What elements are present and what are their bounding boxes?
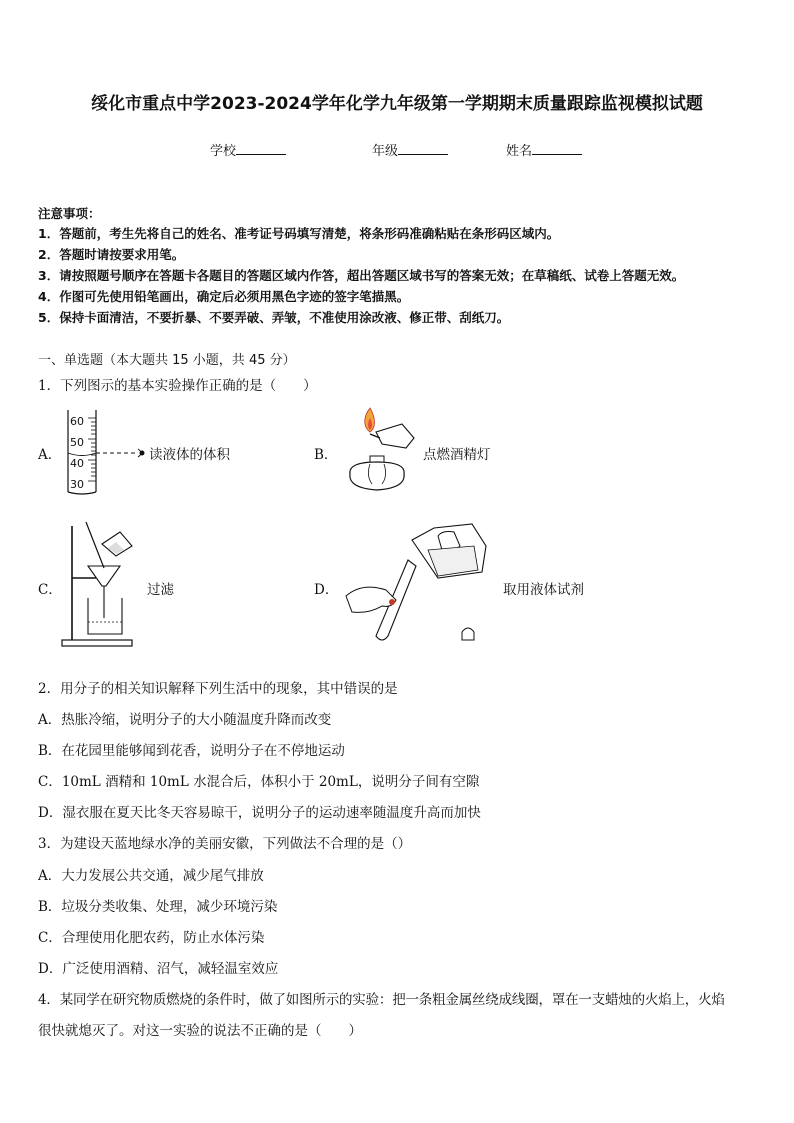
question-4-stem-line1: 4．某同学在研究物质燃烧的条件时，做了如图所示的实验：把一条粗金属丝绕成线圈，罩在一支蜡烛的火焰上，火焰 [38,992,725,1008]
q2-option: C．10mL 酒精和 10mL 水混合后，体积小于 20mL，说明分子间有空隙 [38,774,480,790]
school-blank [236,142,286,155]
q1-option-d-caption: 取用液体试剂 [503,582,584,598]
q1-option-b-caption: 点燃酒精灯 [423,447,491,463]
notice-item: 3．请按照题号顺序在答题卡各题目的答题区域内作答，超出答题区域书写的答案无效；在草稿纸、试卷上答题无效。 [38,268,685,283]
q1-option-c-caption: 过滤 [147,582,174,598]
q2-option: A．热胀冷缩，说明分子的大小随温度升降而改变 [38,712,332,728]
eye-icon [138,449,145,457]
name-label: 姓名 [506,144,533,159]
grade-blank [398,142,448,155]
page-title: 绥化市重点中学2023-2024学年化学九年级第一学期期末质量跟踪监视模拟试题 [91,94,703,114]
q1-option-a-caption: 读液体的体积 [149,447,230,463]
notice-item: 4．作图可先使用铅笔画出，确定后必须用黑色字迹的签字笔描黑。 [38,289,410,304]
q1-option-a-letter: A． [38,447,62,463]
scale-label: 50 [70,436,84,449]
question-3-stem: 3．为建设天蓝地绿水净的美丽安徽，下列做法不合理的是（） [38,836,412,852]
q3-option: A．大力发展公共交通，减少尾气排放 [38,868,264,884]
grade-label: 年级 [372,144,399,159]
q1-option-d-letter: D． [314,582,339,598]
notice-heading: 注意事项： [38,206,101,221]
question-4-stem-line2: 很快就熄灭了。对这一实验的说法不正确的是（ ） [38,1023,362,1039]
cylinder-scale [70,411,84,495]
name-blank [532,142,582,155]
q2-option: D．湿衣服在夏天比冬天容易晾干，说明分子的运动速率随温度升高而加快 [38,805,481,821]
school-field [210,140,286,159]
notice-item: 1．答题前，考生先将自己的姓名、准考证号码填写清楚，将条形码准确粘贴在条形码区域内。 [38,226,560,241]
filtration-setup-image [58,520,148,650]
q3-option: C．合理使用化肥农药，防止水体污染 [38,930,265,946]
scale-label: 30 [70,478,84,491]
school-label: 学校 [210,144,237,159]
question-2-stem: 2．用分子的相关知识解释下列生活中的现象，其中错误的是 [38,681,398,697]
q3-option: D．广泛使用酒精、沼气，减轻温室效应 [38,961,279,977]
name-field [506,140,582,159]
question-1-stem: 1．下列图示的基本实验操作正确的是（ ） [38,378,317,394]
notice-item: 2．答题时请按要求用笔。 [38,247,185,262]
q1-option-c-letter: C． [38,582,62,598]
q1-option-b-letter: B． [314,447,338,463]
pouring-liquid-reagent-image [342,516,492,646]
scale-label: 40 [70,457,84,470]
lighting-alcohol-lamp-image [340,404,420,496]
section-heading: 一、单选题（本大题共 15 小题，共 45 分） [38,353,296,368]
scale-label: 60 [70,415,84,428]
notice-item: 5．保持卡面清洁，不要折暴、不要弄破、弄皱，不准使用涂改液、修正带、刮纸刀。 [38,310,510,325]
grade-field [372,140,448,159]
q2-option: B．在花园里能够闻到花香，说明分子在不停地运动 [38,743,345,759]
q3-option: B．垃圾分类收集、处理，减少环境污染 [38,899,278,915]
